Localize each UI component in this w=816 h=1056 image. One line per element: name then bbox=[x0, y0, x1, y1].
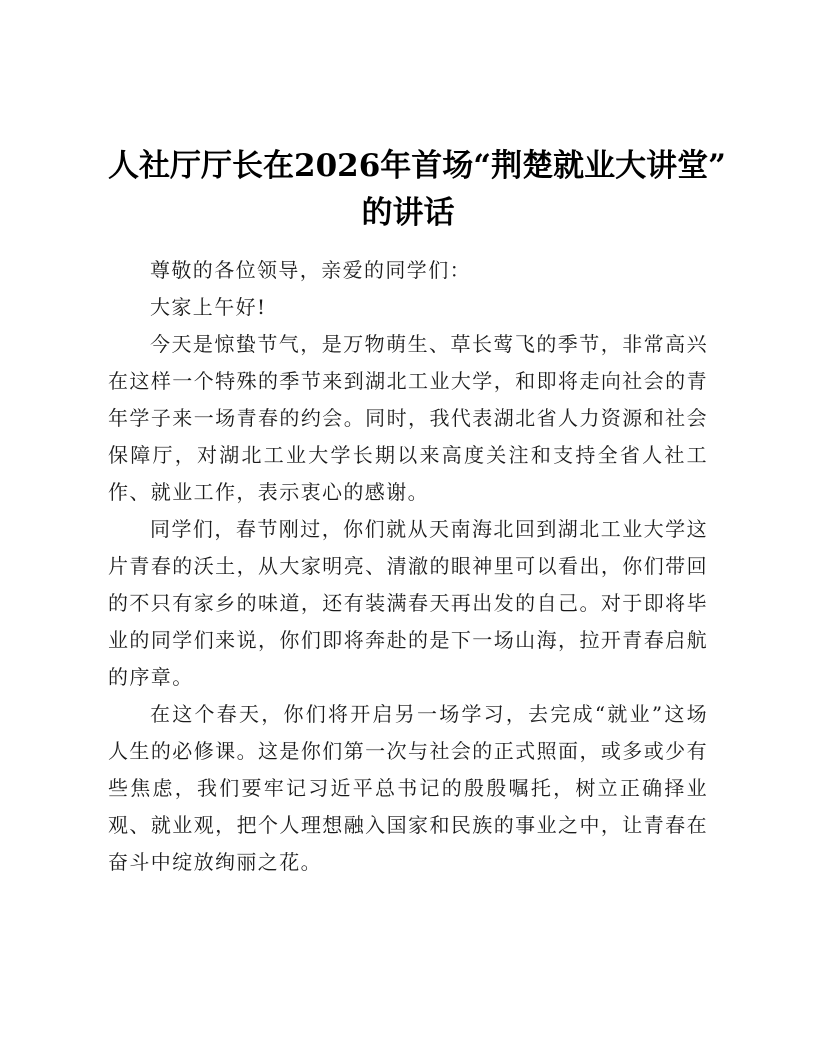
title-line-1: 人社厅厅长在2026年首场“荆楚就业大讲堂” bbox=[108, 148, 726, 184]
document-content bbox=[108, 143, 726, 881]
title-line-2: 的讲话 bbox=[361, 195, 455, 231]
document-title bbox=[108, 143, 726, 237]
body-paragraph: 今天是惊蛰节气，是万物萌生、草长莺飞的季节，非常高兴在这样一个特殊的季节来到湖北工业大学，和即将走向社会的青年学子来一场青春的约会。同时，我代表湖北省人力资源和社会保障厅，对湖北工业大学长期以来高度关注和支持全省人社工作、就业工作，表示衷心的感谢。 bbox=[108, 332, 708, 504]
greeting-paragraph: 大家上午好! bbox=[150, 295, 267, 319]
body-paragraph: 在这个春天，你们将开启另一场学习，去完成“就业”这场人生的必修课。这是你们第一次与社会的正式照面，或多或少有些焦虑，我们要牢记习近平总书记的殷殷嘱托，树立正确择业观、就业观，把个人理想融入国家和民族的事业之中，让青春在奋斗中绽放绚丽之花。 bbox=[108, 702, 708, 874]
salutation-paragraph: 尊敬的各位领导，亲爱的同学们： bbox=[150, 258, 471, 282]
document-body bbox=[108, 252, 708, 881]
body-paragraph: 同学们，春节刚过，你们就从天南海北回到湖北工业大学这片青春的沃土，从大家明亮、清澈的眼神里可以看出，你们带回的不只有家乡的味道，还有装满春天再出发的自己。对于即将毕业的同学们来说，你们即将奔赴的是下一场山海，拉开青春启航的序章。 bbox=[108, 517, 708, 689]
